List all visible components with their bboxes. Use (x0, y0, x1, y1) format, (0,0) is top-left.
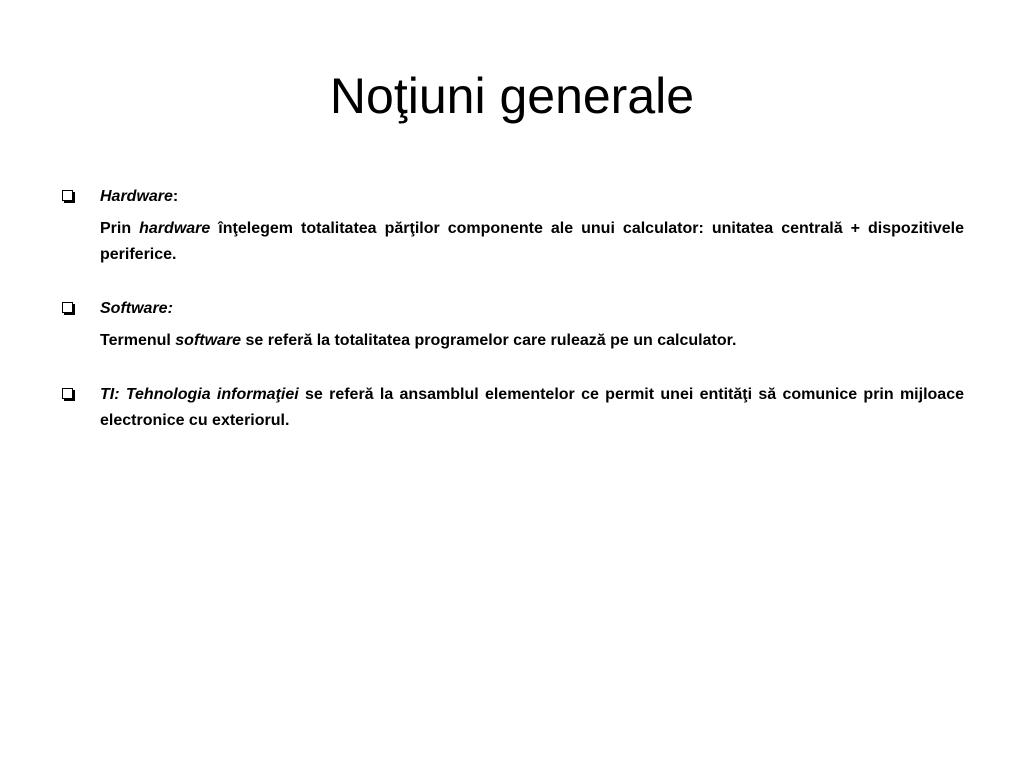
paragraph-prefix: Prin (100, 220, 140, 237)
list-item-hardware (62, 184, 964, 268)
paragraph-prefix: Termenul (100, 332, 176, 349)
item-heading (100, 382, 964, 434)
item-paragraph (100, 216, 964, 268)
paragraph-text: se referă la totalitatea programelor care rulează pe un calculator. (241, 332, 737, 349)
list-item-software (62, 296, 964, 354)
item-heading-italic: Hardware (100, 188, 173, 205)
bullet-list (62, 184, 964, 434)
paragraph-text: înţelegem totalitatea părţilor componente ale unui calculator: unitatea centrală + dispozitivele periferice. (100, 220, 965, 263)
paragraph-italic: software (175, 332, 242, 349)
slide-title: Noţiuni generale (329, 68, 695, 124)
checkbox-square-icon (62, 190, 73, 201)
item-heading-text: se referă la ansamblul elementelor ce permit unei entităţi să comunice prin mijloace electronice cu exteriorul. (100, 386, 964, 429)
item-heading (100, 296, 964, 322)
item-heading-suffix: : (172, 188, 179, 205)
list-item-ti (62, 382, 964, 434)
item-paragraph (100, 328, 964, 354)
checkbox-square-icon (62, 302, 73, 313)
checkbox-square-icon (62, 388, 73, 399)
item-heading-italic: Software: (100, 300, 173, 317)
item-heading-italic: TI: Tehnologia informaţiei (100, 386, 299, 403)
item-heading (100, 184, 964, 210)
paragraph-italic: hardware (139, 220, 211, 237)
